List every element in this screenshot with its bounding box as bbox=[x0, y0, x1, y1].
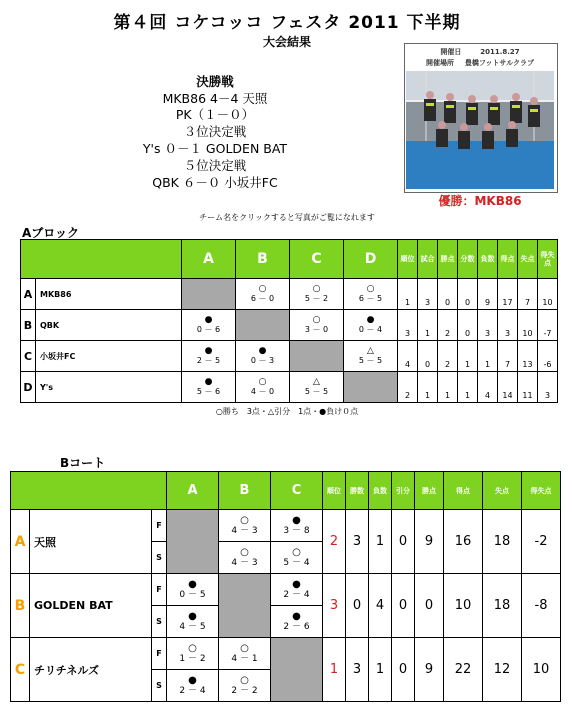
result-symbol: ● bbox=[204, 315, 213, 325]
stat-header: 引分 bbox=[392, 472, 415, 510]
stat-cell: 0 bbox=[346, 574, 369, 638]
stat-cell: 14 bbox=[498, 372, 518, 403]
stat-cell: 10 bbox=[522, 638, 561, 702]
stat-cell: 0 bbox=[392, 638, 415, 702]
col-header: A bbox=[167, 472, 219, 510]
team-name-link[interactable]: 小坂井FC bbox=[36, 341, 182, 372]
result-symbol: ● bbox=[292, 514, 301, 526]
stat-cell: 1 bbox=[478, 341, 498, 372]
result-symbol: ● bbox=[292, 610, 301, 622]
match-cell bbox=[167, 638, 219, 670]
match-cell bbox=[290, 310, 344, 341]
match-score: 4 － 0 bbox=[250, 387, 275, 396]
team-letter: C bbox=[21, 341, 36, 372]
self-match-cell bbox=[344, 372, 398, 403]
stat-cell: 17 bbox=[498, 279, 518, 310]
photo-date bbox=[406, 47, 554, 58]
result-symbol: ● bbox=[366, 315, 375, 325]
match-score: 0 － 4 bbox=[358, 325, 383, 334]
date-value: 2011.8.27 bbox=[480, 48, 520, 56]
stat-header: 分数 bbox=[458, 240, 478, 279]
match-score: 5 － 4 bbox=[283, 557, 310, 568]
match-score: 5 － 2 bbox=[304, 294, 329, 303]
stat-cell: 1 bbox=[438, 372, 458, 403]
result-symbol: ○ bbox=[258, 377, 267, 387]
result-symbol: ○ bbox=[240, 546, 249, 558]
self-match-cell bbox=[182, 279, 236, 310]
match-score: 2 － 6 bbox=[283, 621, 310, 632]
match-score: 6 － 0 bbox=[250, 294, 275, 303]
match-score: 4 － 3 bbox=[231, 557, 258, 568]
match-cell bbox=[344, 279, 398, 310]
stat-cell: -2 bbox=[522, 510, 561, 574]
stat-cell: 3 bbox=[346, 510, 369, 574]
stat-cell: 10 bbox=[518, 310, 538, 341]
stat-cell: 0 bbox=[438, 279, 458, 310]
result-symbol: ○ bbox=[292, 546, 301, 558]
team-name-link[interactable]: Y's bbox=[36, 372, 182, 403]
match-score: 2 － 4 bbox=[283, 589, 310, 600]
match-cell bbox=[182, 341, 236, 372]
stat-header: 勝数 bbox=[346, 472, 369, 510]
match-score: 0 － 6 bbox=[196, 325, 221, 334]
match-cell bbox=[344, 341, 398, 372]
stat-cell: 7 bbox=[498, 341, 518, 372]
stat-header: 順位 bbox=[323, 472, 346, 510]
self-match-cell bbox=[236, 310, 290, 341]
self-match-cell bbox=[271, 638, 323, 702]
stat-cell: 1 bbox=[398, 279, 418, 310]
stat-header: 失点 bbox=[483, 472, 522, 510]
stat-header: 試合 bbox=[418, 240, 438, 279]
result-symbol: ● bbox=[292, 578, 301, 590]
col-header: D bbox=[344, 240, 398, 279]
stat-cell: 9 bbox=[415, 510, 444, 574]
match-cell bbox=[271, 606, 323, 638]
match-score: 4 － 5 bbox=[179, 621, 206, 632]
stat-header: 得失点 bbox=[538, 240, 558, 279]
stat-header: 順位 bbox=[398, 240, 418, 279]
half-label: F bbox=[152, 574, 167, 606]
half-label: S bbox=[152, 542, 167, 574]
result-symbol: ○ bbox=[188, 642, 197, 654]
self-match-cell bbox=[219, 574, 271, 638]
stat-cell: 3 bbox=[498, 310, 518, 341]
stat-header: 負数 bbox=[478, 240, 498, 279]
stat-cell: 9 bbox=[415, 638, 444, 702]
stat-cell: 1 bbox=[369, 638, 392, 702]
result-symbol: ● bbox=[258, 346, 267, 356]
match-score: 4 － 3 bbox=[231, 525, 258, 536]
stat-cell: 18 bbox=[483, 510, 522, 574]
stat-cell: 10 bbox=[538, 279, 558, 310]
team-letter: D bbox=[21, 372, 36, 403]
stat-cell: 13 bbox=[518, 341, 538, 372]
date-label: 開催日 bbox=[440, 48, 462, 56]
stat-cell: 0 bbox=[392, 574, 415, 638]
match-score: 5 － 5 bbox=[358, 356, 383, 365]
result-symbol: ● bbox=[188, 610, 197, 622]
result-line: Y's ０－１ GOLDEN BAT bbox=[142, 141, 288, 156]
col-header: B bbox=[236, 240, 290, 279]
venue-value: 豊橋フットサルクラブ bbox=[464, 59, 534, 67]
result-symbol: △ bbox=[367, 346, 374, 356]
match-cell bbox=[236, 341, 290, 372]
team-name-link[interactable]: 天照 bbox=[30, 510, 152, 574]
result-line: PK（１－０） bbox=[175, 107, 255, 122]
stat-cell: 4 bbox=[478, 372, 498, 403]
stat-cell: 0 bbox=[458, 310, 478, 341]
result-symbol: ○ bbox=[258, 284, 267, 294]
match-score: 6 － 5 bbox=[358, 294, 383, 303]
stat-cell: 0 bbox=[415, 574, 444, 638]
result-symbol: ● bbox=[204, 377, 213, 387]
match-cell bbox=[167, 670, 219, 702]
stat-cell: 10 bbox=[444, 574, 483, 638]
click-note: チーム名をクリックすると写真がご覧になれます bbox=[199, 213, 375, 222]
stat-cell: -8 bbox=[522, 574, 561, 638]
team-photo[interactable] bbox=[406, 71, 554, 189]
match-cell bbox=[236, 279, 290, 310]
result-line: QBK ６－０ 小坂井FC bbox=[152, 175, 278, 190]
half-label: F bbox=[152, 510, 167, 542]
result-symbol: ○ bbox=[240, 674, 249, 686]
stat-cell: 16 bbox=[444, 510, 483, 574]
match-cell bbox=[344, 310, 398, 341]
match-cell bbox=[219, 670, 271, 702]
stat-cell: 0 bbox=[458, 279, 478, 310]
block-b-table bbox=[10, 471, 561, 702]
match-score: 3 － 0 bbox=[304, 325, 329, 334]
page-subtitle: 大会結果 bbox=[262, 35, 311, 49]
match-cell bbox=[271, 574, 323, 606]
winner-label: 優勝：MKB86 bbox=[438, 194, 522, 208]
legend: ○勝ち 3点・△引分 1点・●負け０点 bbox=[215, 407, 359, 416]
stat-cell: 1 bbox=[418, 372, 438, 403]
stat-cell: 18 bbox=[483, 574, 522, 638]
result-symbol: ● bbox=[188, 578, 197, 590]
self-match-cell bbox=[290, 341, 344, 372]
result-symbol: ● bbox=[188, 674, 197, 686]
result-symbol: ○ bbox=[312, 315, 321, 325]
team-letter: B bbox=[11, 574, 30, 638]
stat-header: 得点 bbox=[498, 240, 518, 279]
match-score: 2 － 2 bbox=[231, 685, 258, 696]
match-cell bbox=[219, 542, 271, 574]
match-score: 4 － 1 bbox=[231, 653, 258, 664]
team-name-link[interactable]: MKB86 bbox=[36, 279, 182, 310]
final-heading: 決勝戦 bbox=[196, 74, 234, 89]
stat-cell: 1 bbox=[369, 510, 392, 574]
match-score: 5 － 6 bbox=[196, 387, 221, 396]
match-score: 0 － 3 bbox=[250, 356, 275, 365]
match-score: 3 － 8 bbox=[283, 525, 310, 536]
match-cell bbox=[290, 279, 344, 310]
stat-cell: 2 bbox=[323, 510, 346, 574]
match-score: 2 － 4 bbox=[179, 685, 206, 696]
match-cell bbox=[182, 310, 236, 341]
stat-cell: 11 bbox=[518, 372, 538, 403]
half-label: S bbox=[152, 670, 167, 702]
stat-cell: 2 bbox=[398, 372, 418, 403]
match-cell bbox=[271, 510, 323, 542]
result-symbol: ○ bbox=[240, 514, 249, 526]
stat-cell: 12 bbox=[483, 638, 522, 702]
team-name-link[interactable]: チリチネルズ bbox=[30, 638, 152, 702]
stat-cell: 1 bbox=[323, 638, 346, 702]
page-title: 第４回 コケコッコ フェスタ 2011 下半期 bbox=[113, 13, 461, 33]
team-name-link[interactable]: QBK bbox=[36, 310, 182, 341]
photo-venue bbox=[406, 58, 554, 69]
result-symbol: ○ bbox=[366, 284, 375, 294]
half-label: F bbox=[152, 638, 167, 670]
stat-header: 失点 bbox=[518, 240, 538, 279]
stat-cell: 1 bbox=[418, 310, 438, 341]
stat-header: 勝点 bbox=[415, 472, 444, 510]
stat-cell: 0 bbox=[418, 341, 438, 372]
self-match-cell bbox=[167, 510, 219, 574]
match-cell bbox=[182, 372, 236, 403]
stat-header: 負数 bbox=[369, 472, 392, 510]
result-symbol: ○ bbox=[240, 642, 249, 654]
stat-cell: -7 bbox=[538, 310, 558, 341]
stat-cell: 1 bbox=[458, 341, 478, 372]
match-cell bbox=[290, 372, 344, 403]
stat-header: 勝点 bbox=[438, 240, 458, 279]
stat-cell: 9 bbox=[478, 279, 498, 310]
col-header: B bbox=[219, 472, 271, 510]
team-letter: A bbox=[21, 279, 36, 310]
result-line: ５位決定戦 bbox=[183, 158, 247, 173]
match-cell bbox=[219, 638, 271, 670]
stat-cell: 3 bbox=[398, 310, 418, 341]
col-header: C bbox=[271, 472, 323, 510]
team-letter: C bbox=[11, 638, 30, 702]
venue-label: 開催場所 bbox=[426, 59, 455, 67]
match-cell bbox=[236, 372, 290, 403]
stat-cell: 3 bbox=[538, 372, 558, 403]
block-a-title: Aブロック bbox=[22, 226, 80, 240]
result-line: MKB86 4－4 天照 bbox=[162, 91, 268, 106]
match-cell bbox=[167, 574, 219, 606]
result-line: ３位決定戦 bbox=[183, 124, 247, 139]
match-score: 5 － 5 bbox=[304, 387, 329, 396]
stat-cell: 2 bbox=[438, 341, 458, 372]
block-a-table bbox=[20, 239, 558, 403]
stat-cell: 3 bbox=[323, 574, 346, 638]
stat-cell: 4 bbox=[398, 341, 418, 372]
match-score: 2 － 5 bbox=[196, 356, 221, 365]
stat-cell: 22 bbox=[444, 638, 483, 702]
stat-cell: 1 bbox=[458, 372, 478, 403]
stat-cell: 3 bbox=[418, 279, 438, 310]
match-cell bbox=[167, 606, 219, 638]
result-symbol: ● bbox=[204, 346, 213, 356]
block-b-title: Bコート bbox=[60, 456, 106, 470]
match-score: 1 － 2 bbox=[179, 653, 206, 664]
stat-cell: 4 bbox=[369, 574, 392, 638]
match-score: 0 － 5 bbox=[179, 589, 206, 600]
match-cell bbox=[271, 542, 323, 574]
stat-header: 得失点 bbox=[522, 472, 561, 510]
col-header: C bbox=[290, 240, 344, 279]
stat-cell: 2 bbox=[438, 310, 458, 341]
team-name-link[interactable]: GOLDEN BAT bbox=[30, 574, 152, 638]
stat-cell: 3 bbox=[346, 638, 369, 702]
team-letter: A bbox=[11, 510, 30, 574]
stat-cell: 7 bbox=[518, 279, 538, 310]
result-symbol: △ bbox=[313, 377, 320, 387]
match-cell bbox=[219, 510, 271, 542]
stat-cell: 0 bbox=[392, 510, 415, 574]
stat-header: 得点 bbox=[444, 472, 483, 510]
col-header: A bbox=[182, 240, 236, 279]
half-label: S bbox=[152, 606, 167, 638]
stat-cell: -6 bbox=[538, 341, 558, 372]
result-symbol: ○ bbox=[312, 284, 321, 294]
stat-cell: 3 bbox=[478, 310, 498, 341]
team-letter: B bbox=[21, 310, 36, 341]
